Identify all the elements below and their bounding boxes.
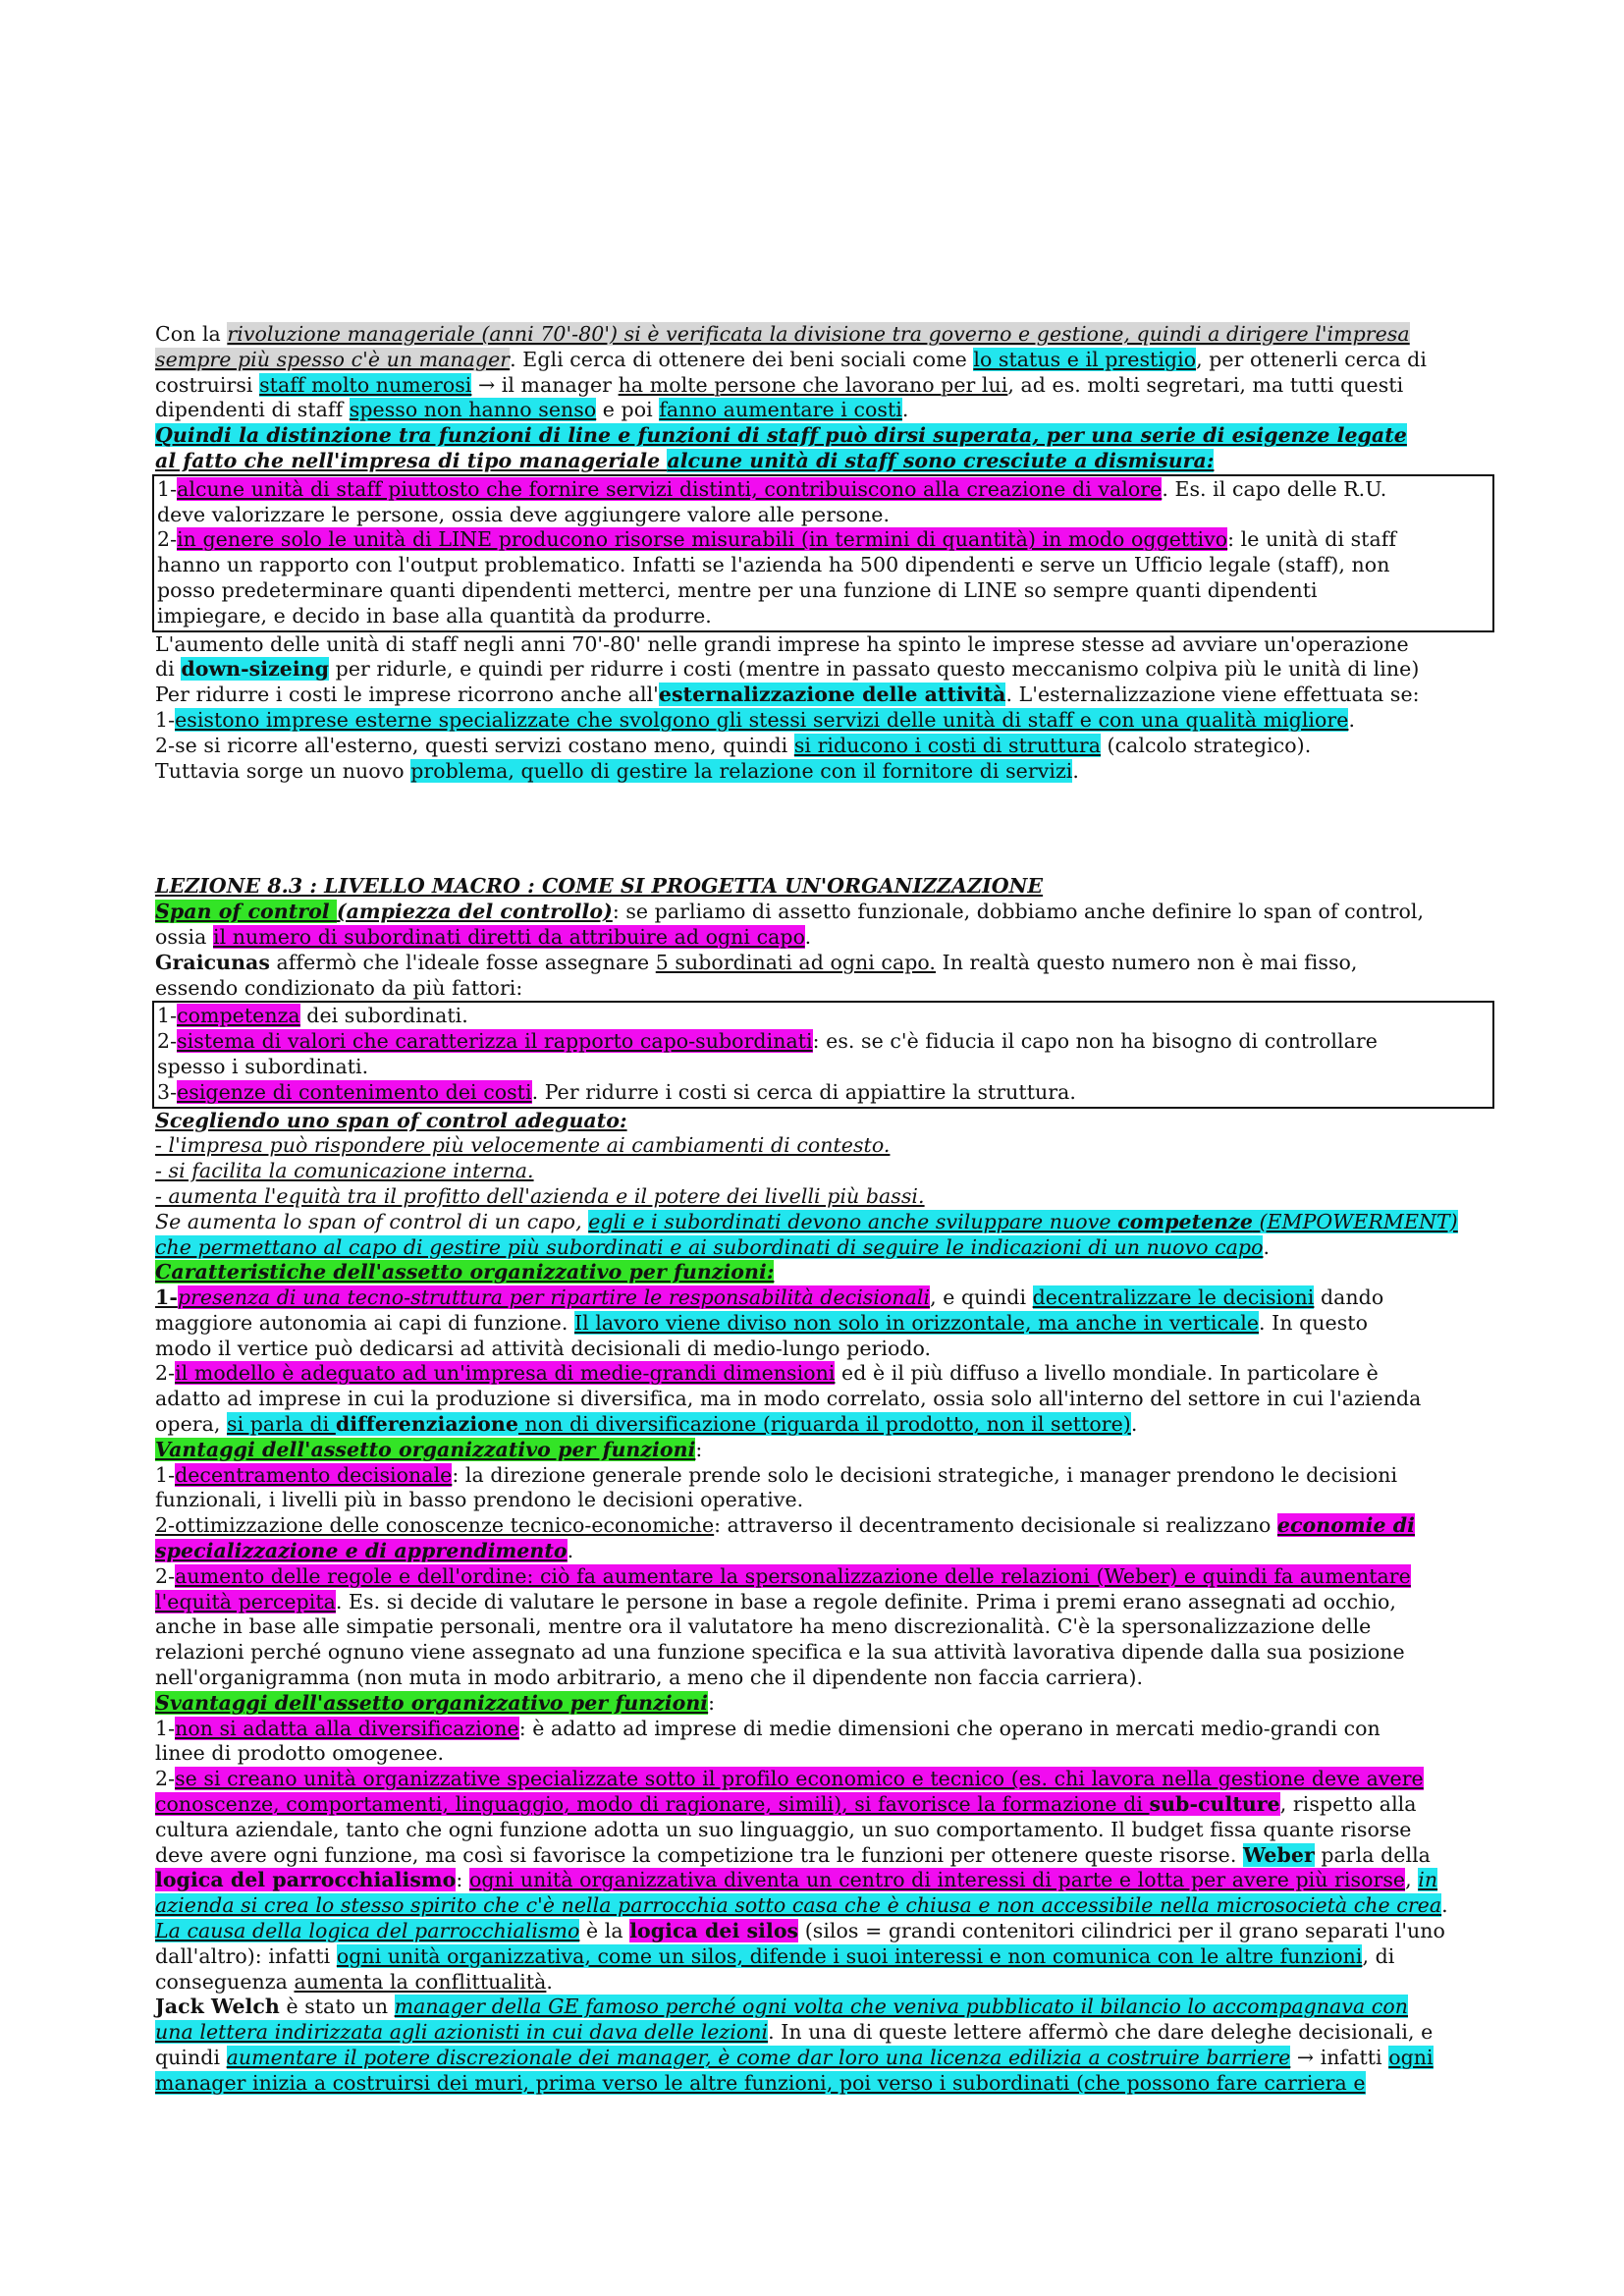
text-line: 2-ottimizzazione delle conoscenze tecnico-economiche: attraverso il decentramento decisionale si realizzano economie di bbox=[155, 1513, 1416, 1538]
list-item: 2-in genere solo le unità di LINE producono risorse misurabili (in termini di quantità) in modo oggettivo: le unità di staff bbox=[157, 527, 1397, 552]
text-line: 1-non si adatta alla diversificazione: è adatto ad imprese di medie dimensioni che operano in mercati medio-grandi con bbox=[155, 1716, 1380, 1740]
text-line: deve avere ogni funzione, ma così si favorisce la competizione tra le funzioni per ottenere queste risorse. Weber parla della bbox=[155, 1842, 1431, 1867]
text-line: cultura aziendale, tanto che ogni funzione adotta un suo linguaggio, un suo comportamento. Il budget fissa quante risorse bbox=[155, 1817, 1412, 1841]
text-line: Vantaggi dell'assetto organizzativo per funzioni: bbox=[155, 1437, 703, 1461]
text-line: dipendenti di staff spesso non hanno senso e poi fanno aumentare i costi. bbox=[155, 398, 909, 422]
text-line: anche in base alle simpatie personali, mentre ora il valutatore ha meno discrezionalità. C'è la spersonalizzazione delle bbox=[155, 1614, 1372, 1639]
list-item: spesso i subordinati. bbox=[157, 1054, 369, 1078]
text-line: azienda si crea lo stesso spirito che c'è nella parrocchia sotto casa che è chiusa e non accessibile nella microsocietà che crea. bbox=[155, 1893, 1448, 1918]
text-line: l'equità percepita. Es. si decide di valutare le persone in base a regole definite. Prima i premi erano assegnati ad occhio, bbox=[155, 1589, 1396, 1613]
text-line: manager inizia a costruirsi dei muri, prima verso le altre funzioni, poi verso i subordinati (che possono fare carriera e bbox=[155, 2070, 1366, 2095]
text-line: modo il vertice può dedicarsi ad attività decisionali di medio-lungo periodo. bbox=[155, 1336, 932, 1360]
text-line: maggiore autonomia ai capi di funzione. Il lavoro viene diviso non solo in orizzontale, ma anche in verticale. In questo bbox=[155, 1310, 1368, 1335]
text-line: costruirsi staff molto numerosi → il manager ha molte persone che lavorano per lui, ad es. molti segretari, ma tutti questi bbox=[155, 372, 1404, 397]
text-line: funzionali, i livelli più in basso prendono le decisioni operative. bbox=[155, 1488, 804, 1512]
text-line: dall'altro): infatti ogni unità organizzativa, come un silos, difende i suoi interessi e non comunica con le altre funzioni, di bbox=[155, 1943, 1395, 1968]
text-line: quindi aumentare il potere discrezionale dei manager, è come dar loro una licenza edilizia a costruire barriere → infatti ogni bbox=[155, 2046, 1434, 2069]
text-line: sempre più spesso c'è un manager. Egli cerca di ottenere dei beni sociali come lo status e il prestigio, per ottenerli cerca di bbox=[155, 347, 1427, 371]
text-line: specializzazione e di apprendimento. bbox=[155, 1539, 574, 1563]
list-item: 2-sistema di valori che caratterizza il rapporto capo-subordinati: es. se c'è fiducia il capo non ha bisogno di controllare bbox=[157, 1029, 1378, 1054]
text-line: 2-se si creano unità organizzative specializzate sotto il profilo economico e tecnico (es. chi lavora nella gestione deve avere bbox=[155, 1767, 1424, 1791]
text-line: essendo condizionato da più fattori: bbox=[155, 975, 523, 1000]
boxed-list bbox=[152, 474, 1494, 632]
text-line: una lettera indirizzata agli azionisti in cui dava delle lezioni. In una di queste lettere affermò che dare deleghe decisionali, e bbox=[155, 2020, 1434, 2045]
text-line: Se aumenta lo span of control di un capo, egli e i subordinati devono anche sviluppare nuove competenze (EMPOWERMENT) bbox=[155, 1209, 1458, 1233]
text-line: Per ridurre i costi le imprese ricorrono anche all'esternalizzazione delle attività. L'esternalizzazione viene effettuata se: bbox=[155, 683, 1420, 707]
text-line: di down-sizeing per ridurle, e quindi per ridurre i costi (mentre in passato questo meccanismo colpiva più le unità di line) bbox=[155, 657, 1420, 682]
text-line: conoscenze, comportamenti, linguaggio, modo di ragionare, simili), si favorisce la formazione di sub-culture, rispetto alla bbox=[155, 1792, 1417, 1817]
list-item: 1-alcune unità di staff piuttosto che fornire servizi distinti, contribuiscono alla creazione di valore. Es. il capo delle R.U. bbox=[157, 476, 1387, 501]
list-item: posso predeterminare quanti dipendenti metterci, mentre per una funzione di LINE so sempre quanti dipendenti bbox=[157, 577, 1318, 602]
text-line: - aumenta l'equità tra il profitto dell'azienda e il potere dei livelli più bassi. bbox=[155, 1183, 925, 1208]
text-line: nell'organigramma (non muta in modo arbitrario, a meno che il dipendente non faccia carriera). bbox=[155, 1666, 1144, 1690]
boxed-list bbox=[152, 1001, 1494, 1108]
section-title: LEZIONE 8.3 : LIVELLO MACRO : COME SI PROGETTA UN'ORGANIZZAZIONE bbox=[155, 874, 1044, 899]
list-item: hanno un rapporto con l'output problematico. Infatti se l'azienda ha 500 dipendenti e serve un Ufficio legale (staff), non bbox=[157, 553, 1390, 577]
text-line: - l'impresa può rispondere più velocemente ai cambiamenti di contesto. bbox=[155, 1133, 891, 1158]
text-line: La causa della logica del parrocchialismo è la logica dei silos (silos = grandi contenitori cilindrici per il grano separati l'uno bbox=[155, 1919, 1445, 1943]
text-line: logica del parrocchialismo: ogni unità organizzativa diventa un centro di interessi di parte e lotta per avere più risorse, in bbox=[155, 1868, 1438, 1892]
text-line: Quindi la distinzione tra funzioni di line e funzioni di staff può dirsi superata, per una serie di esigenze legate bbox=[155, 423, 1407, 448]
list-item: impiegare, e decido in base alla quantità da produrre. bbox=[157, 603, 712, 628]
text-line: Caratteristiche dell'assetto organizzativo per funzioni: bbox=[155, 1260, 775, 1285]
text-line: Scegliendo uno span of control adeguato: bbox=[155, 1108, 627, 1132]
text-line: 2-aumento delle regole e dell'ordine: ciò fa aumentare la spersonalizzazione delle relazioni (Weber) e quindi fa aumentare bbox=[155, 1563, 1411, 1588]
text-line: Svantaggi dell'assetto organizzativo per funzioni: bbox=[155, 1690, 716, 1715]
text-line: 2-il modello è adeguato ad un'impresa di medie-grandi dimensioni ed è il più diffuso a livello mondiale. In particolare è bbox=[155, 1361, 1379, 1386]
document-page bbox=[155, 322, 1495, 2097]
text-line: Jack Welch è stato un manager della GE famoso perché ogni volta che veniva pubblicato il bilancio lo accompagnava con bbox=[155, 1995, 1408, 2019]
text-line: linee di prodotto omogenee. bbox=[155, 1741, 445, 1766]
text-line: 1-presenza di una tecno-struttura per ripartire le responsabilità decisionali, e quindi decentralizzare le decisioni dando bbox=[155, 1285, 1384, 1310]
list-item: 3-esigenze di contenimento dei costi. Per ridurre i costi si cerca di appiattire la struttura. bbox=[157, 1079, 1076, 1104]
text-line: 2-se si ricorre all'esterno, questi servizi costano meno, quindi si riducono i costi di struttura (calcolo strategico). bbox=[155, 733, 1312, 757]
text-line: relazioni perché ognuno viene assegnato ad una funzione specifica e la sua attività lavorativa dipende dalla sua posizione bbox=[155, 1640, 1405, 1665]
text-line: che permettano al capo di gestire più subordinati e ai subordinati di seguire le indicazioni di un nuovo capo. bbox=[155, 1234, 1271, 1259]
text-line: Span of control (ampiezza del controllo): se parliamo di assetto funzionale, dobbiamo anche definire lo span of control, bbox=[155, 900, 1425, 924]
text-line: conseguenza aumenta la conflittualità. bbox=[155, 1969, 553, 1994]
text-line: - si facilita la comunicazione interna. bbox=[155, 1159, 534, 1183]
text-line: opera, si parla di differenziazione non di diversificazione (riguarda il prodotto, non il settore). bbox=[155, 1412, 1138, 1437]
text-line: L'aumento delle unità di staff negli anni 70'-80' nelle grandi imprese ha spinto le imprese stesse ad avviare un'operazione bbox=[155, 631, 1409, 656]
text-line: Graicunas affermò che l'ideale fosse assegnare 5 subordinati ad ogni capo. In realtà questo numero non è mai fisso, bbox=[155, 950, 1358, 974]
text-line: 1-decentramento decisionale: la direzione generale prende solo le decisioni strategiche, i manager prendono le decisioni bbox=[155, 1462, 1398, 1487]
list-item: 1-competenza dei subordinati. bbox=[157, 1004, 468, 1028]
text-line: Con la rivoluzione manageriale (anni 70'-80') si è verificata la divisione tra governo e gestione, quindi a dirigere l'impresa bbox=[155, 322, 1410, 346]
text-line: 1-esistono imprese esterne specializzate che svolgono gli stessi servizi delle unità di staff e con una qualità migliore. bbox=[155, 707, 1356, 732]
text-line: al fatto che nell'impresa di tipo manageriale alcune unità di staff sono cresciute a dismisura: bbox=[155, 448, 1215, 472]
text-line: ossia il numero di subordinati diretti da attribuire ad ogni capo. bbox=[155, 924, 812, 949]
list-item: deve valorizzare le persone, ossia deve aggiungere valore alle persone. bbox=[157, 502, 891, 526]
text-line: adatto ad imprese in cui la produzione si diversifica, ma in modo correlato, ossia solo all'interno del settore in cui l'azienda bbox=[155, 1387, 1422, 1411]
text-line: Tuttavia sorge un nuovo problema, quello di gestire la relazione con il fornitore di servizi. bbox=[155, 758, 1079, 783]
